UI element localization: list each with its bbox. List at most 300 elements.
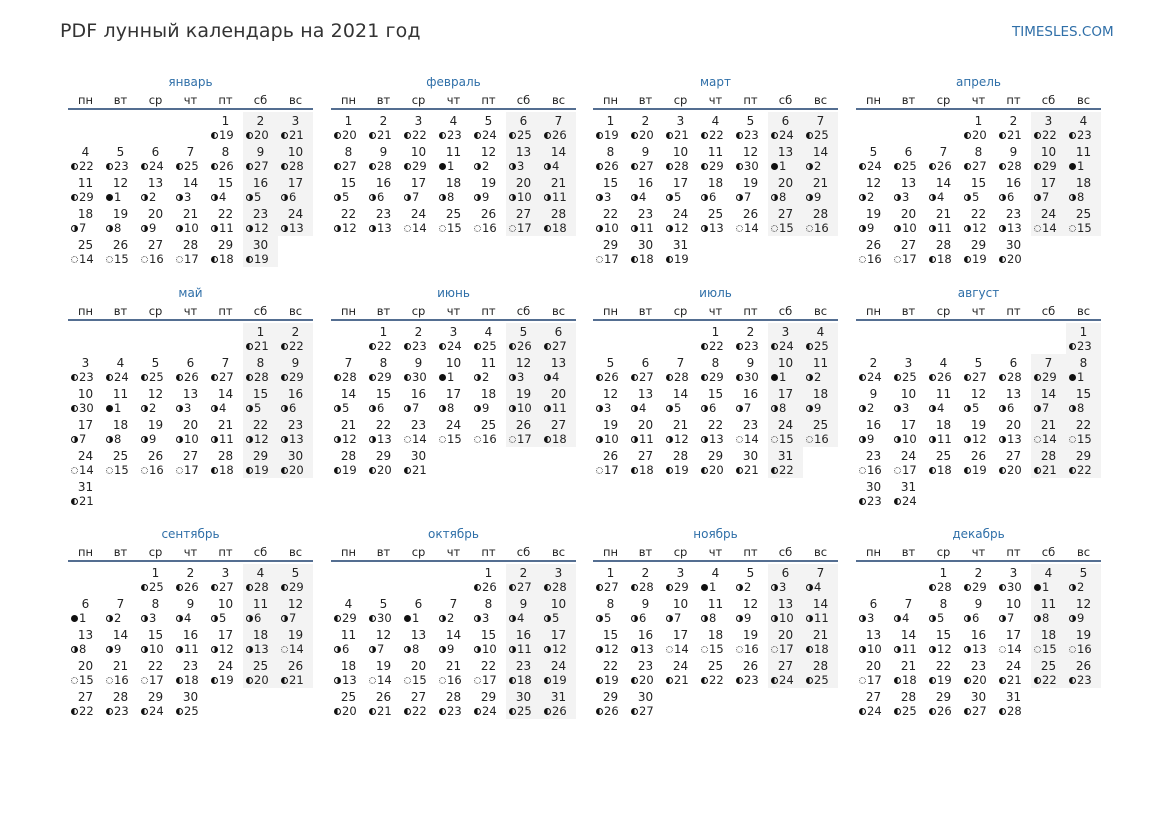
- waxing-moon-icon: [281, 225, 288, 232]
- day-number: 20: [777, 176, 794, 190]
- lunar-day-number: 10: [482, 642, 497, 656]
- lunar-day-number: 24: [149, 704, 164, 718]
- lunar-day: [369, 643, 401, 656]
- waxing-moon-icon: [439, 615, 446, 622]
- day-cell: [593, 205, 628, 236]
- month-divider: [856, 319, 1101, 321]
- lunar-day-number: 22: [377, 339, 392, 353]
- weekday-header: чт: [183, 93, 198, 107]
- lunar-day: [736, 674, 768, 687]
- day-cell: [1066, 447, 1101, 478]
- lunar-day: [806, 433, 838, 446]
- day-number: 29: [147, 690, 164, 704]
- day-number: 13: [777, 597, 794, 611]
- lunar-day: [596, 191, 628, 204]
- day-number: 5: [484, 114, 493, 128]
- lunar-day: [404, 402, 436, 415]
- lunar-day: [736, 433, 768, 446]
- lunar-day-number: 15: [709, 642, 724, 656]
- lunar-day-number: 5: [254, 190, 262, 204]
- day-number: 20: [777, 628, 794, 642]
- waxing-moon-icon: [859, 615, 866, 622]
- day-number: 11: [340, 628, 357, 642]
- day-number: 16: [182, 628, 199, 642]
- waning-moon-icon: [999, 677, 1006, 684]
- lunar-day-number: 17: [149, 673, 164, 687]
- day-cell: [436, 416, 471, 447]
- day-number: 2: [974, 566, 983, 580]
- day-number: 4: [484, 325, 493, 339]
- lunar-day: [929, 191, 961, 204]
- lunar-day-number: 11: [219, 432, 234, 446]
- lunar-day-number: 22: [709, 339, 724, 353]
- day-cell: [401, 385, 436, 416]
- day-number: 18: [707, 628, 724, 642]
- weekday-header: пт: [743, 304, 758, 318]
- waxing-moon-icon: [929, 436, 936, 443]
- day-number: 4: [711, 114, 720, 128]
- waxing-moon-icon: [246, 194, 253, 201]
- day-number: 6: [904, 145, 913, 159]
- day-cell: [331, 416, 366, 447]
- lunar-day: [211, 612, 243, 625]
- day-number: 29: [970, 238, 987, 252]
- lunar-day-number: 21: [377, 128, 392, 142]
- waning-moon-icon: [474, 584, 481, 591]
- lunar-day-number: 12: [674, 221, 689, 235]
- lunar-day: [369, 191, 401, 204]
- waning-moon-icon: [474, 132, 481, 139]
- lunar-day: [736, 612, 768, 625]
- day-cell: [663, 657, 698, 688]
- day-cell: [1066, 354, 1101, 385]
- full-moon-icon: [71, 256, 78, 263]
- day-number: 28: [217, 449, 234, 463]
- full-moon-icon: [176, 467, 183, 474]
- day-cell: [768, 657, 803, 688]
- lunar-day-number: 17: [779, 642, 794, 656]
- lunar-day-number: 15: [114, 463, 129, 477]
- brand-link[interactable]: TIMESLES.COM: [1012, 24, 1114, 40]
- lunar-day-number: 26: [937, 370, 952, 384]
- day-number: 17: [672, 628, 689, 642]
- waning-moon-icon: [246, 677, 253, 684]
- lunar-day: [894, 191, 926, 204]
- lunar-day: [596, 464, 628, 477]
- lunar-day: [631, 371, 663, 384]
- lunar-day: [1034, 160, 1066, 173]
- day-cell: [996, 447, 1031, 478]
- weekday-header: пн: [340, 93, 357, 107]
- lunar-day-number: 10: [184, 432, 199, 446]
- lunar-day-number: 11: [814, 611, 829, 625]
- lunar-day-number: 12: [937, 642, 952, 656]
- waxing-moon-icon: [404, 646, 411, 653]
- lunar-day-number: 3: [902, 401, 910, 415]
- day-number: 19: [515, 387, 532, 401]
- day-number: 11: [252, 597, 269, 611]
- day-number: 5: [746, 114, 755, 128]
- lunar-day: [439, 160, 471, 173]
- full-moon-icon: [999, 646, 1006, 653]
- day-number: 23: [637, 207, 654, 221]
- day-cell: [733, 174, 768, 205]
- lunar-day: [474, 705, 506, 718]
- month-divider: [856, 108, 1101, 110]
- day-cell: [996, 354, 1031, 385]
- lunar-day: [999, 643, 1031, 656]
- lunar-day: [439, 674, 471, 687]
- day-cell: [593, 657, 628, 688]
- day-cell: [243, 595, 278, 626]
- waxing-moon-icon: [999, 194, 1006, 201]
- full-moon-icon: [141, 256, 148, 263]
- day-cell: [471, 354, 506, 385]
- day-cell: [1066, 323, 1101, 354]
- day-number: 23: [182, 659, 199, 673]
- day-cell: [926, 236, 961, 267]
- lunar-day: [859, 160, 891, 173]
- weekday-header: вс: [1076, 304, 1091, 318]
- lunar-day-number: 25: [814, 673, 829, 687]
- lunar-day: [404, 129, 436, 142]
- waxing-moon-icon: [509, 646, 516, 653]
- day-cell: [331, 385, 366, 416]
- day-number: 6: [414, 597, 423, 611]
- day-cell: [733, 354, 768, 385]
- waxing-moon-icon: [71, 225, 78, 232]
- lunar-day: [806, 371, 838, 384]
- lunar-day-number: 24: [482, 704, 497, 718]
- lunar-day-number: 27: [517, 580, 532, 594]
- waning-moon-icon: [404, 374, 411, 381]
- lunar-day-number: 27: [219, 370, 234, 384]
- day-number: 19: [112, 207, 129, 221]
- lunar-day-number: 24: [149, 159, 164, 173]
- lunar-day-number: 2: [149, 401, 157, 415]
- day-number: 26: [147, 449, 164, 463]
- day-number: 21: [340, 418, 357, 432]
- lunar-day-number: 22: [412, 128, 427, 142]
- waning-moon-icon: [141, 163, 148, 170]
- day-number: 30: [287, 449, 304, 463]
- day-number: 9: [974, 597, 983, 611]
- lunar-day: [211, 674, 243, 687]
- weekday-header: сб: [516, 545, 531, 559]
- lunar-day: [631, 222, 663, 235]
- lunar-day: [369, 160, 401, 173]
- day-cell: [208, 657, 243, 688]
- waning-moon-icon: [929, 163, 936, 170]
- waning-moon-icon: [666, 256, 673, 263]
- lunar-day-number: 26: [604, 704, 619, 718]
- day-number: 6: [151, 145, 160, 159]
- day-number: 30: [515, 690, 532, 704]
- waning-moon-icon: [666, 163, 673, 170]
- lunar-day: [246, 340, 278, 353]
- day-number: 13: [865, 628, 882, 642]
- lunar-day: [999, 371, 1031, 384]
- lunar-day: [246, 464, 278, 477]
- day-number: 1: [1079, 325, 1088, 339]
- lunar-day-number: 7: [289, 611, 297, 625]
- waning-moon-icon: [1034, 467, 1041, 474]
- lunar-day-number: 12: [552, 642, 567, 656]
- weekday-header: вс: [1076, 93, 1091, 107]
- lunar-day: [71, 612, 103, 625]
- day-cell: [856, 143, 891, 174]
- waxing-moon-icon: [666, 405, 673, 412]
- lunar-day-number: 4: [219, 190, 227, 204]
- lunar-day: [211, 129, 243, 142]
- waning-moon-icon: [281, 163, 288, 170]
- day-cell: [506, 688, 541, 719]
- day-number: 16: [287, 387, 304, 401]
- day-cell: [768, 174, 803, 205]
- day-number: 15: [147, 628, 164, 642]
- day-cell: [1066, 626, 1101, 657]
- lunar-day: [544, 643, 576, 656]
- lunar-day: [806, 129, 838, 142]
- day-cell: [173, 143, 208, 174]
- waxing-moon-icon: [176, 194, 183, 201]
- day-number: 9: [291, 356, 300, 370]
- day-cell: [663, 174, 698, 205]
- waning-moon-icon: [176, 584, 183, 591]
- day-cell: [401, 595, 436, 626]
- day-cell: [243, 205, 278, 236]
- waning-moon-icon: [334, 163, 341, 170]
- day-number: 21: [182, 207, 199, 221]
- waxing-moon-icon: [176, 436, 183, 443]
- lunar-day-number: 23: [1077, 128, 1092, 142]
- waning-moon-icon: [369, 467, 376, 474]
- waxing-moon-icon: [544, 194, 551, 201]
- waning-moon-icon: [894, 677, 901, 684]
- lunar-day: [666, 433, 698, 446]
- day-cell: [278, 323, 313, 354]
- day-number: 15: [602, 176, 619, 190]
- day-number: 5: [869, 145, 878, 159]
- day-number: 31: [77, 480, 94, 494]
- lunar-day: [701, 371, 733, 384]
- lunar-day-number: 22: [412, 704, 427, 718]
- waning-moon-icon: [281, 677, 288, 684]
- day-cell: [471, 626, 506, 657]
- full-moon-icon: [701, 646, 708, 653]
- day-cell: [68, 205, 103, 236]
- day-cell: [628, 385, 663, 416]
- day-number: 17: [777, 387, 794, 401]
- day-cell: [856, 236, 891, 267]
- day-cell: [803, 385, 838, 416]
- day-number: 28: [935, 238, 952, 252]
- day-number: 17: [77, 418, 94, 432]
- waxing-moon-icon: [771, 405, 778, 412]
- lunar-day-number: 21: [254, 339, 269, 353]
- lunar-day-number: 17: [902, 463, 917, 477]
- day-cell: [1031, 385, 1066, 416]
- day-number: 15: [1075, 387, 1092, 401]
- day-cell: [68, 143, 103, 174]
- day-number: 6: [1009, 356, 1018, 370]
- day-cell: [891, 174, 926, 205]
- waning-moon-icon: [631, 677, 638, 684]
- lunar-day: [439, 222, 471, 235]
- lunar-day-number: 14: [1042, 432, 1057, 446]
- day-number: 21: [812, 628, 829, 642]
- lunar-day-number: 11: [552, 190, 567, 204]
- lunar-day: [894, 464, 926, 477]
- lunar-day: [211, 402, 243, 415]
- lunar-day: [106, 464, 138, 477]
- waning-moon-icon: [859, 374, 866, 381]
- day-cell: [208, 174, 243, 205]
- lunar-day: [666, 643, 698, 656]
- lunar-day: [894, 160, 926, 173]
- lunar-day-number: 20: [639, 673, 654, 687]
- waning-moon-icon: [929, 374, 936, 381]
- waning-moon-icon: [1069, 677, 1076, 684]
- lunar-day-number: 30: [79, 401, 94, 415]
- full-moon-icon: [894, 256, 901, 263]
- day-number: 17: [217, 628, 234, 642]
- day-number: 7: [554, 114, 563, 128]
- day-cell: [856, 688, 891, 719]
- weekday-header: чт: [971, 93, 986, 107]
- waxing-moon-icon: [176, 646, 183, 653]
- lunar-day-number: 13: [289, 221, 304, 235]
- lunar-day: [771, 160, 803, 173]
- day-number: 13: [515, 145, 532, 159]
- month-divider: [331, 108, 576, 110]
- lunar-day-number: 9: [149, 432, 157, 446]
- month-name: апрель: [956, 75, 1001, 89]
- lunar-day-number: 23: [867, 494, 882, 508]
- lunar-day: [474, 581, 506, 594]
- lunar-day-number: 9: [867, 432, 875, 446]
- day-number: 18: [812, 387, 829, 401]
- day-cell: [733, 564, 768, 595]
- day-cell: [856, 416, 891, 447]
- waning-moon-icon: [176, 163, 183, 170]
- day-cell: [208, 447, 243, 478]
- day-cell: [996, 143, 1031, 174]
- day-cell: [366, 657, 401, 688]
- waning-moon-icon: [1034, 163, 1041, 170]
- lunar-day-number: 26: [482, 580, 497, 594]
- day-number: 4: [449, 114, 458, 128]
- waxing-moon-icon: [806, 163, 813, 170]
- lunar-day: [176, 160, 208, 173]
- lunar-day-number: 15: [1042, 642, 1057, 656]
- day-cell: [243, 657, 278, 688]
- lunar-day: [509, 222, 541, 235]
- lunar-day: [701, 464, 733, 477]
- lunar-day-number: 20: [1007, 463, 1022, 477]
- waxing-moon-icon: [334, 646, 341, 653]
- day-cell: [173, 385, 208, 416]
- day-cell: [996, 112, 1031, 143]
- waning-moon-icon: [1034, 374, 1041, 381]
- day-cell: [138, 657, 173, 688]
- day-number: 25: [112, 449, 129, 463]
- day-number: 11: [1075, 145, 1092, 159]
- day-number: 3: [1044, 114, 1053, 128]
- lunar-day-number: 30: [744, 370, 759, 384]
- day-cell: [471, 416, 506, 447]
- waxing-moon-icon: [999, 436, 1006, 443]
- waning-moon-icon: [1034, 132, 1041, 139]
- day-number: 30: [637, 690, 654, 704]
- day-cell: [401, 416, 436, 447]
- waning-moon-icon: [929, 256, 936, 263]
- day-number: 24: [445, 418, 462, 432]
- day-cell: [243, 626, 278, 657]
- lunar-day-number: 4: [902, 611, 910, 625]
- day-number: 28: [812, 207, 829, 221]
- lunar-day-number: 1: [447, 159, 455, 173]
- day-number: 28: [550, 207, 567, 221]
- lunar-day-number: 1: [1042, 580, 1050, 594]
- lunar-day-number: 23: [744, 673, 759, 687]
- lunar-day-number: 3: [517, 370, 525, 384]
- waxing-moon-icon: [404, 194, 411, 201]
- lunar-day-number: 20: [972, 128, 987, 142]
- waning-moon-icon: [964, 374, 971, 381]
- waning-moon-icon: [596, 374, 603, 381]
- waning-moon-icon: [1034, 677, 1041, 684]
- lunar-day-number: 14: [744, 432, 759, 446]
- day-cell: [1031, 205, 1066, 236]
- lunar-day-number: 14: [79, 252, 94, 266]
- day-number: 27: [515, 207, 532, 221]
- day-number: 22: [707, 418, 724, 432]
- waning-moon-icon: [334, 467, 341, 474]
- lunar-day-number: 5: [604, 611, 612, 625]
- day-cell: [593, 626, 628, 657]
- day-number: 8: [484, 597, 493, 611]
- day-number: 17: [445, 387, 462, 401]
- day-number: 11: [812, 356, 829, 370]
- day-cell: [138, 205, 173, 236]
- day-number: 9: [414, 356, 423, 370]
- weekday-header: вт: [901, 93, 916, 107]
- lunar-day: [369, 371, 401, 384]
- day-number: 28: [445, 690, 462, 704]
- day-cell: [593, 143, 628, 174]
- lunar-day: [334, 612, 366, 625]
- day-number: 2: [379, 114, 388, 128]
- day-cell: [208, 385, 243, 416]
- lunar-day-number: 8: [1042, 611, 1050, 625]
- lunar-day-number: 9: [814, 190, 822, 204]
- day-cell: [803, 564, 838, 595]
- day-number: 26: [375, 690, 392, 704]
- waxing-moon-icon: [964, 405, 971, 412]
- day-cell: [1066, 174, 1101, 205]
- day-number: 3: [676, 566, 685, 580]
- lunar-day-number: 25: [814, 339, 829, 353]
- lunar-day-number: 6: [709, 190, 717, 204]
- day-cell: [628, 236, 663, 267]
- waning-moon-icon: [666, 374, 673, 381]
- lunar-day-number: 25: [482, 339, 497, 353]
- day-number: 31: [550, 690, 567, 704]
- weekday-header: вт: [638, 304, 653, 318]
- waxing-moon-icon: [281, 405, 288, 412]
- waning-moon-icon: [211, 163, 218, 170]
